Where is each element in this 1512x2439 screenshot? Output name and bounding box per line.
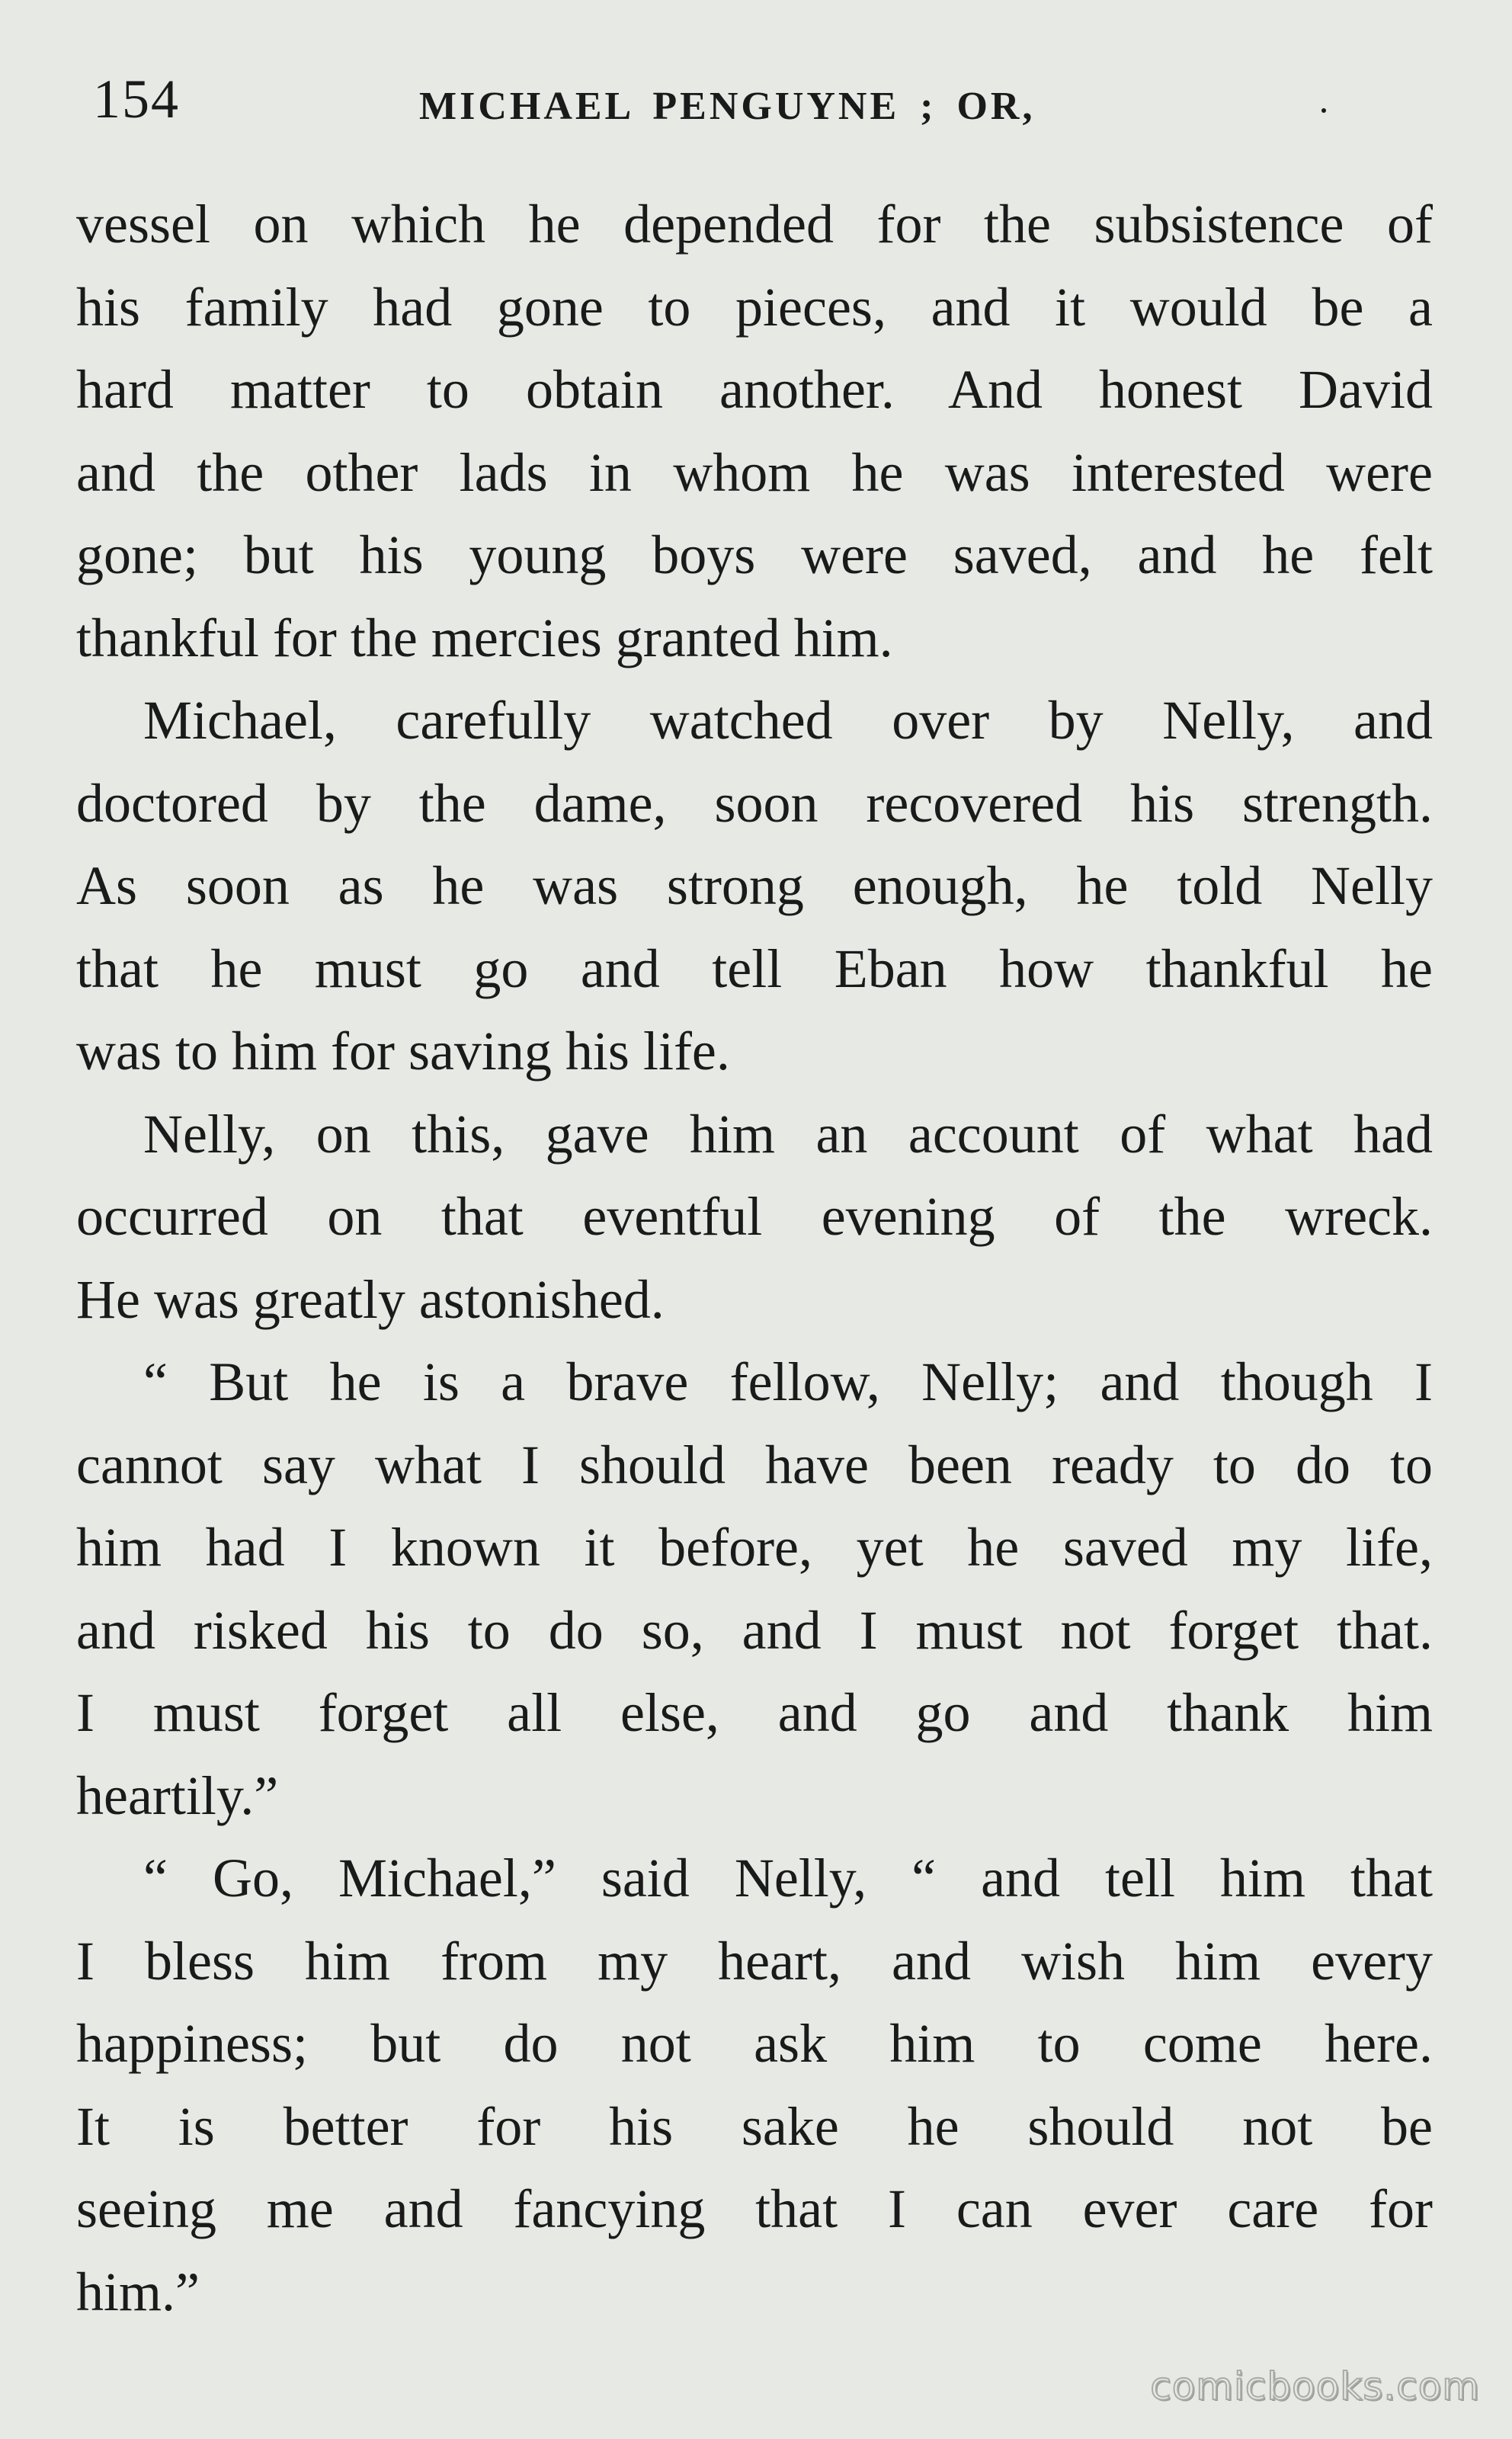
text-line: I bless him from my heart, and wish him every	[76, 1930, 1433, 1992]
text-line: “ Go, Michael,” said Nelly, “ and tell him that	[143, 1848, 1433, 1909]
text-line: doctored by the dame, soon recovered his strength.	[76, 772, 1433, 834]
text-line: “ But he is a brave fellow, Nelly; and though I	[143, 1351, 1433, 1412]
text-line: and risked his to do so, and I must not forget that.	[76, 1599, 1433, 1661]
text-line: his family had gone to pieces, and it would be a	[76, 276, 1433, 338]
text-line: and the other lads in whom he was interested were	[76, 441, 1433, 503]
body-text	[76, 183, 1433, 2333]
text-line: him had I known it before, yet he saved my life,	[76, 1517, 1433, 1578]
text-line: him.”	[76, 2261, 200, 2322]
page-number: 154	[93, 69, 180, 130]
text-line: Nelly, on this, gave him an account of what had	[143, 1103, 1433, 1165]
text-line: happiness; but do not ask him to come here.	[76, 2013, 1433, 2074]
text-line: thankful for the mercies granted him.	[76, 607, 893, 668]
text-line: As soon as he was strong enough, he told Nelly	[76, 855, 1433, 916]
text-line: heartily.”	[76, 1764, 279, 1826]
text-line: was to him for saving his life.	[76, 1021, 730, 1082]
text-line: I must forget all else, and go and thank him	[76, 1682, 1433, 1743]
running-head: MICHAEL PENGUYNE ; OR,	[419, 85, 1036, 128]
text-line: It is better for his sake he should not be	[76, 2095, 1433, 2157]
page-header	[84, 61, 1433, 152]
paragraph-2	[76, 679, 1433, 1093]
text-line: that he must go and tell Eban how thankful he	[76, 937, 1433, 999]
text-line: Michael, carefully watched over by Nelly, and	[143, 690, 1433, 751]
text-line: seeing me and fancying that I can ever care for	[76, 2178, 1433, 2239]
text-line: occurred on that eventful evening of the wreck.	[76, 1186, 1433, 1247]
paragraph-5	[76, 1837, 1433, 2333]
watermark: comicbooks.com	[1150, 2364, 1480, 2409]
text-line: He was greatly astonished.	[76, 1268, 665, 1330]
text-line: cannot say what I should have been ready to do to	[76, 1434, 1433, 1495]
text-line: hard matter to obtain another. And honest David	[76, 359, 1433, 420]
paragraph-1	[76, 183, 1433, 679]
paragraph-3	[76, 1093, 1433, 1341]
text-line: gone; but his young boys were saved, and he felt	[76, 524, 1433, 585]
header-dot-mark	[1321, 108, 1326, 113]
paragraph-4	[76, 1341, 1433, 1837]
text-line: vessel on which he depended for the subsistence of	[76, 194, 1433, 255]
